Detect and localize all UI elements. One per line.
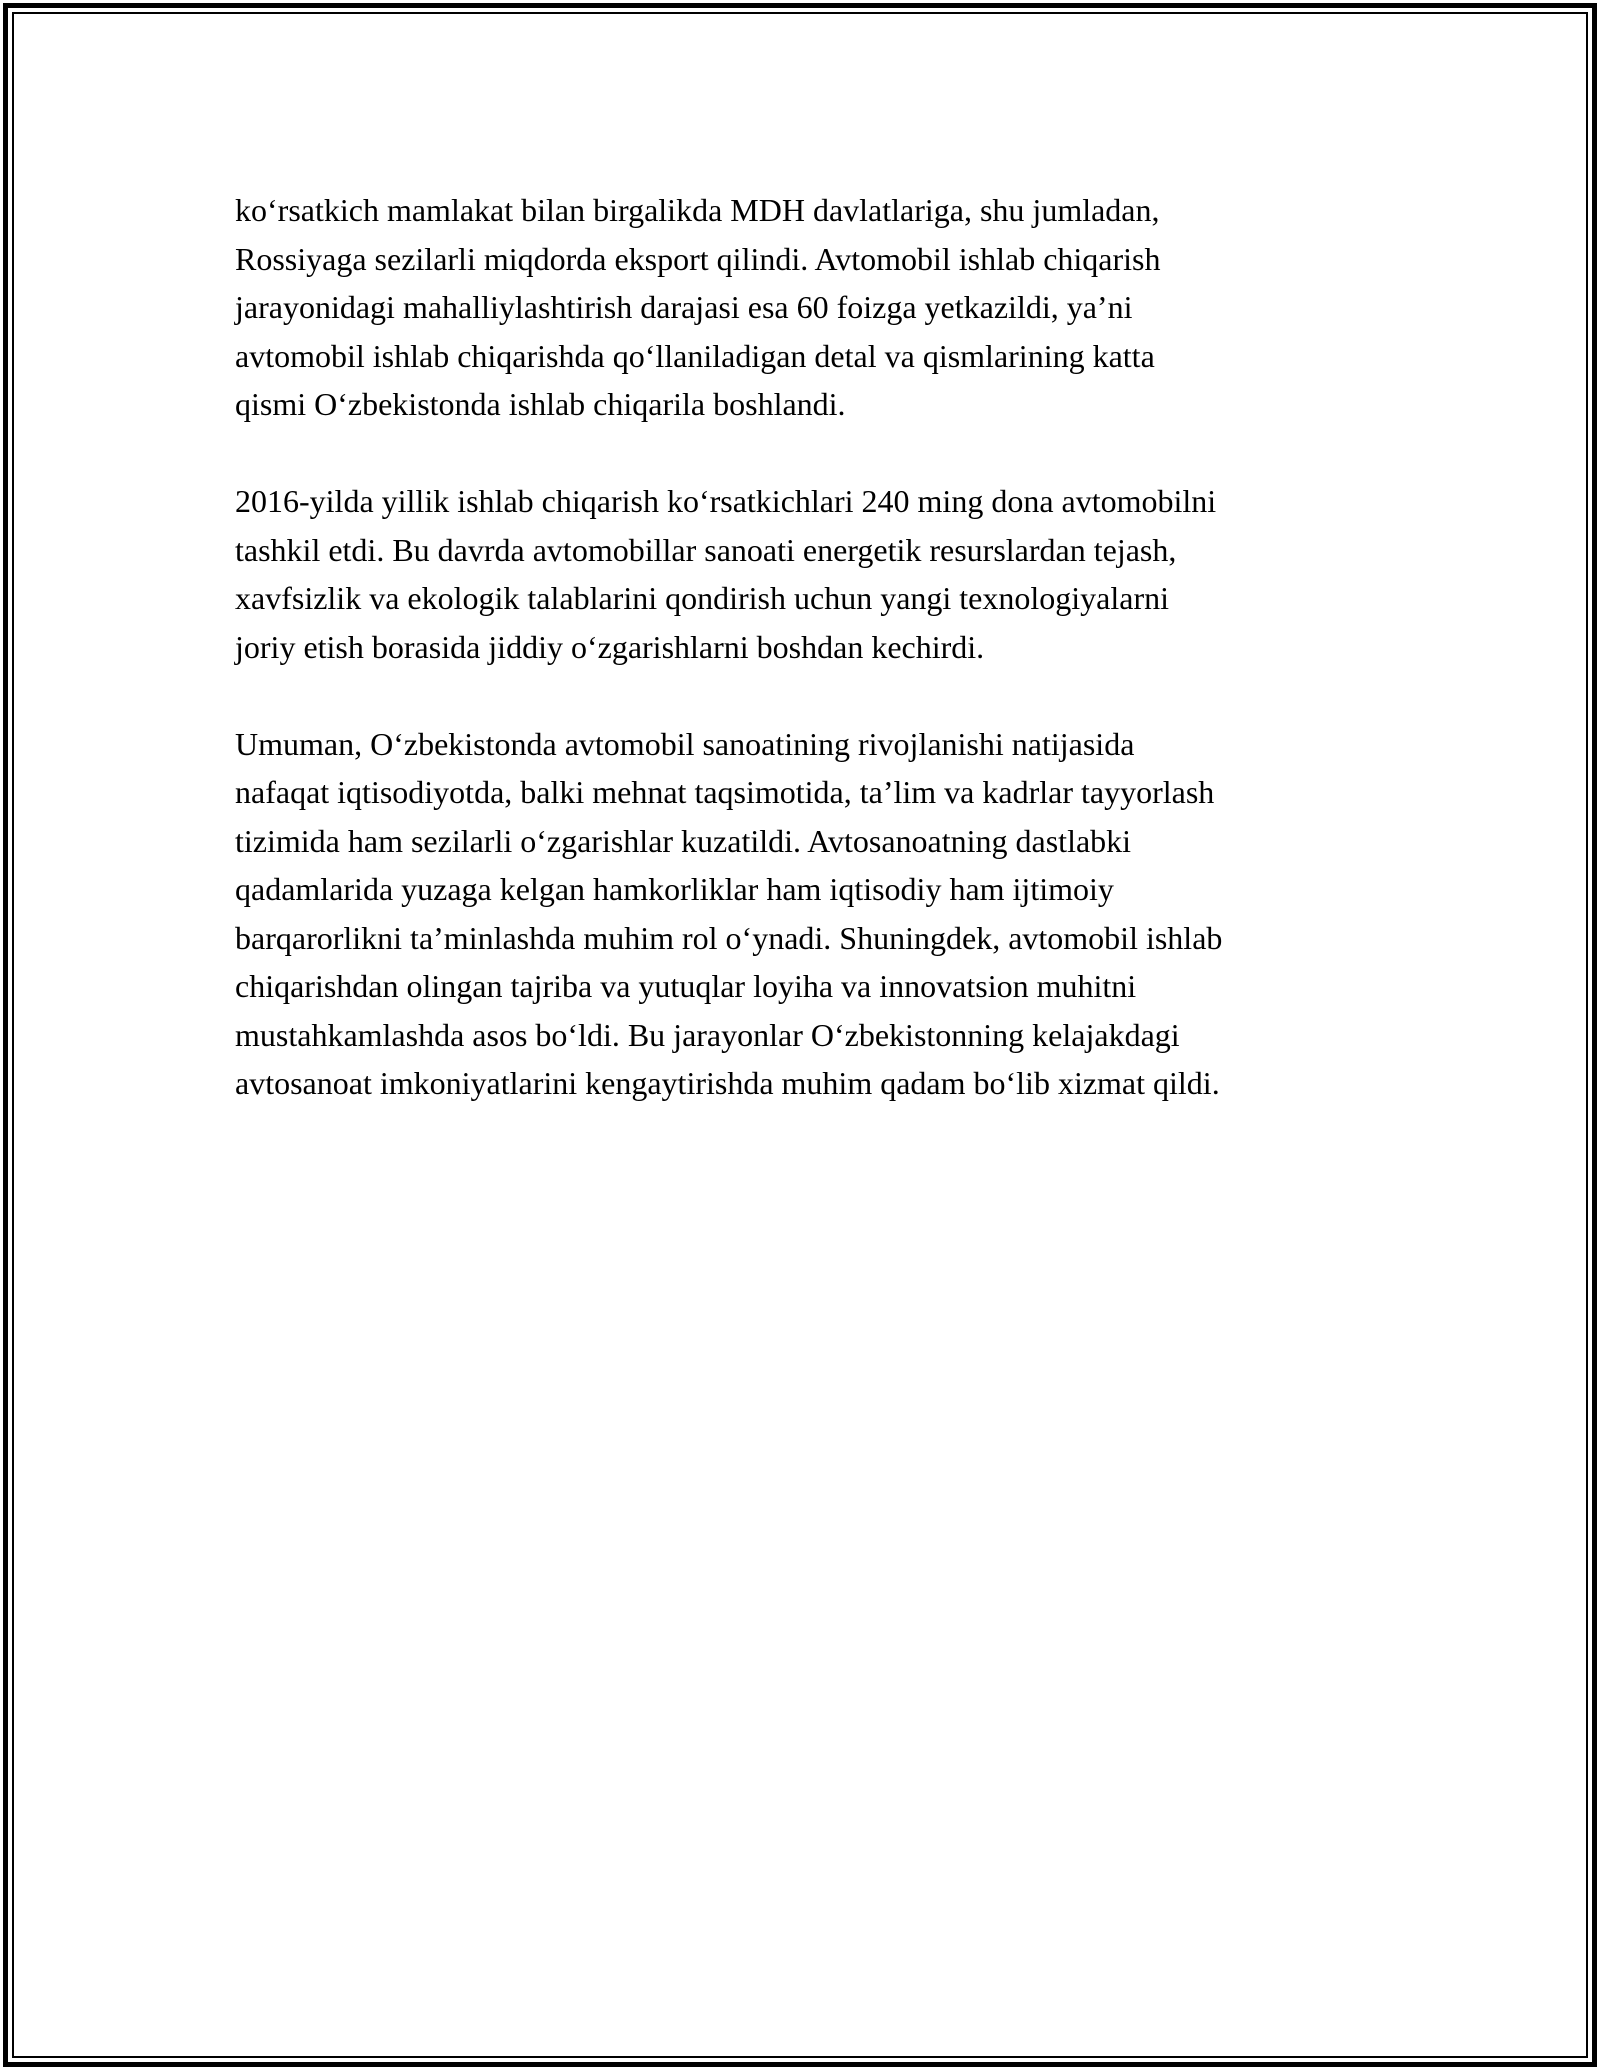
text-line: joriy etish borasida jiddiy o‘zgarishlarni boshdan kechirdi. xyxy=(235,628,985,665)
text-line: jarayonidagi mahalliylashtirish darajasi esa 60 foizga yetkazildi, ya’ni xyxy=(235,289,1133,325)
text-line: Rossiyaga sezilarli miqdorda eksport qilindi. Avtomobil ishlab chiqarish xyxy=(235,240,1161,277)
text-line: chiqarishdan olingan tajriba va yutuqlar loyiha va innovatsion muhitni xyxy=(235,968,1137,1004)
text-line: avtomobil ishlab chiqarishda qo‘llaniladigan detal va qismlarining katta xyxy=(235,337,1155,374)
text-line: ko‘rsatkich mamlakat bilan birgalikda MDH davlatlariga, shu jumladan, xyxy=(235,192,1160,228)
paragraph-2 xyxy=(235,477,1395,671)
text-line: tizimida ham sezilarli o‘zgarishlar kuzatildi. Avtosanoatning dastlabki xyxy=(235,822,1132,859)
paragraph-1 xyxy=(235,186,1395,429)
text-line: Umuman, O‘zbekistonda avtomobil sanoatining rivojlanishi natijasida xyxy=(235,725,1135,762)
text-line: tashkil etdi. Bu davrda avtomobillar sanoati energetik resurslardan tejash, xyxy=(235,531,1177,568)
text-line: nafaqat iqtisodiyotda, balki mehnat taqsimotida, ta’lim va kadrlar tayyorlash xyxy=(235,774,1215,810)
text-line: avtosanoat imkoniyatlarini kengaytirishda muhim qadam bo‘lib xizmat qildi. xyxy=(235,1065,1220,1101)
text-line: qismi O‘zbekistonda ishlab chiqarila boshlandi. xyxy=(235,386,846,422)
text-line: qadamlarida yuzaga kelgan hamkorliklar ham iqtisodiy ham ijtimoiy xyxy=(235,871,1114,907)
text-line: barqarorlikni ta’minlashda muhim rol o‘ynadi. Shuningdek, avtomobil ishlab xyxy=(235,919,1223,956)
document-body xyxy=(235,186,1395,1156)
text-line: 2016-yilda yillik ishlab chiqarish ko‘rsatkichlari 240 ming dona avtomobilni xyxy=(235,483,1217,519)
paragraph-3 xyxy=(235,720,1395,1108)
text-line: mustahkamlashda asos bo‘ldi. Bu jarayonlar O‘zbekistonning kelajakdagi xyxy=(235,1016,1180,1053)
text-line: xavfsizlik va ekologik talablarini qondirish uchun yangi texnologiyalarni xyxy=(235,580,1169,616)
